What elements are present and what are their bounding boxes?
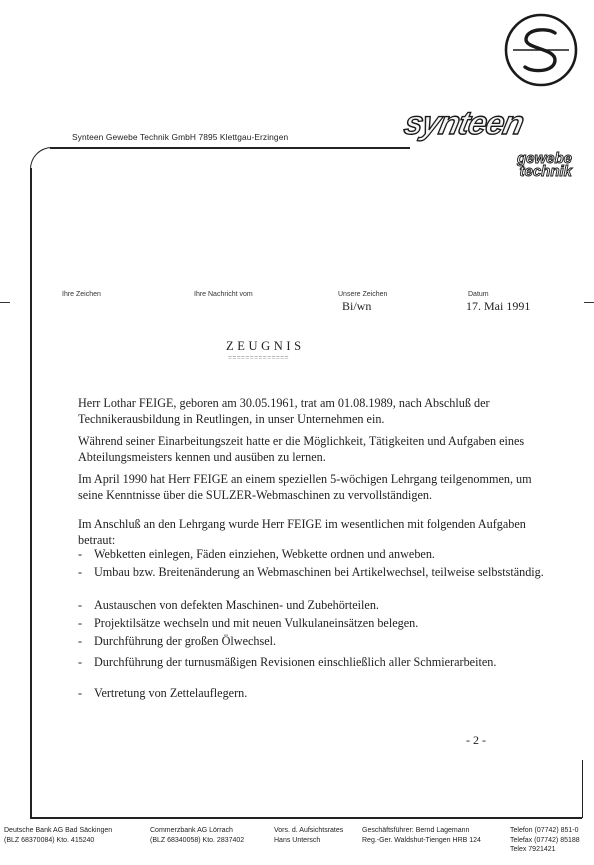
footer-management bbox=[362, 826, 481, 845]
task-text: Durchführung der großen Ölwechsel. bbox=[94, 634, 277, 648]
task-text: Projektilsätze wechseln und mit neuen Vulkulaneinsätzen belegen. bbox=[94, 616, 419, 630]
ihre-nachricht-label: Ihre Nachricht vom bbox=[194, 291, 253, 298]
brand-subtitle-line1: gewebe bbox=[516, 150, 572, 167]
task-text: Austauschen von defekten Maschinen- und Zubehörteilen. bbox=[94, 598, 379, 612]
task-text: Durchführung der turnusmäßigen Revisionen einschließlich aller Schmierarbeiten. bbox=[94, 655, 497, 669]
paragraph-tasks-intro: Im Anschluß an den Lehrgang wurde Herr FEIGE im wesentlichen mit folgenden Aufgaben betraut: bbox=[78, 517, 526, 547]
task-text: Umbau bzw. Breitenänderung an Webmaschinen bei Artikelwechsel, teilweise selbstständig. bbox=[94, 565, 544, 579]
datum-label: Datum bbox=[468, 291, 489, 298]
task-text: Vertretung von Zettelauflegern. bbox=[94, 686, 248, 700]
footer-telex: Telex 7921421 bbox=[510, 846, 556, 853]
frame-corner-bottom-right bbox=[560, 760, 583, 818]
task-item bbox=[78, 634, 556, 650]
unsere-zeichen-value: Bi/wn bbox=[342, 299, 372, 313]
page-indicator: - 2 - bbox=[466, 733, 486, 747]
task-item bbox=[78, 598, 556, 614]
footer-bank-1 bbox=[4, 826, 112, 845]
frame-left-rule bbox=[30, 168, 32, 818]
brand-subtitle-line2: technik bbox=[519, 163, 572, 180]
company-logo bbox=[503, 12, 579, 88]
task-bullet: - bbox=[78, 686, 83, 700]
sender-line: Synteen Gewebe Technik GmbH 7895 Klettgau-Erzingen bbox=[72, 132, 289, 142]
paragraph-training: Während seiner Einarbeitungszeit hatte er die Möglichkeit, Tätigkeiten und Aufgaben eines Abteilungsmeisters kennen und ausüben zu lernen. bbox=[78, 434, 525, 464]
document-title-underline: ============== bbox=[228, 354, 289, 362]
task-bullet: - bbox=[78, 598, 83, 612]
brand-subtitle bbox=[504, 152, 572, 178]
fold-mark-left bbox=[0, 302, 10, 303]
paragraph-intro: Herr Lothar FEIGE, geboren am 30.05.1961, trat am 01.08.1989, nach Abschluß der Technikerausbildung in Reutlingen, in unser Unternehmen ein. bbox=[78, 396, 490, 426]
footer-contact bbox=[510, 826, 580, 855]
footer-telefax: Telefax (07742) 85188 bbox=[510, 836, 580, 844]
task-item bbox=[78, 616, 556, 632]
task-item bbox=[78, 686, 556, 702]
task-item bbox=[78, 655, 556, 671]
frame-bottom-rule bbox=[30, 817, 582, 819]
document-title: ZEUGNIS bbox=[226, 339, 305, 353]
footer-bank-1-line1: Deutsche Bank AG Bad Säckingen bbox=[4, 827, 113, 834]
footer-telefon: Telefon (07742) 851-0 bbox=[510, 827, 579, 834]
fold-mark-right bbox=[584, 302, 594, 303]
task-bullet: - bbox=[78, 634, 83, 648]
task-bullet: - bbox=[78, 547, 83, 561]
unsere-zeichen-label: Unsere Zeichen bbox=[338, 291, 388, 298]
task-bullet: - bbox=[78, 655, 83, 669]
task-item bbox=[78, 565, 556, 581]
footer-board bbox=[274, 826, 343, 845]
footer-bank-1-line2: (BLZ 68370084) Kto. 415240 bbox=[4, 836, 95, 844]
task-item bbox=[78, 547, 556, 563]
footer-management-line2: Reg.-Ger. Waldshut-Tiengen HRB 124 bbox=[362, 836, 481, 844]
frame-corner bbox=[30, 147, 55, 172]
footer-board-line1: Vors. d. Aufsichtsrates bbox=[274, 827, 344, 834]
task-bullet: - bbox=[78, 616, 83, 630]
task-bullet: - bbox=[78, 565, 83, 579]
footer-bank-2-line1: Commerzbank AG Lörrach bbox=[150, 827, 233, 834]
frame-top-rule bbox=[50, 147, 410, 149]
task-text: Webketten einlegen, Fäden einziehen, Webkette ordnen und anweben. bbox=[94, 547, 435, 561]
paragraph-course: Im April 1990 hat Herr FEIGE an einem speziellen 5-wöchigen Lehrgang teilgenommen, um seine Kenntnisse über die SULZER-Webmaschinen zu vervollständigen. bbox=[78, 472, 532, 502]
footer-bank-2 bbox=[150, 826, 244, 845]
footer-board-line2: Hans Untersch bbox=[274, 836, 321, 844]
ihre-zeichen-label: Ihre Zeichen bbox=[62, 291, 101, 298]
brand-wordmark: synteen bbox=[401, 104, 527, 141]
footer-bank-2-line2: (BLZ 68340058) Kto. 2837402 bbox=[150, 836, 245, 844]
footer-management-line1: Geschäftsführer: Bernd Lagemann bbox=[362, 827, 470, 834]
datum-value: 17. Mai 1991 bbox=[466, 299, 531, 313]
